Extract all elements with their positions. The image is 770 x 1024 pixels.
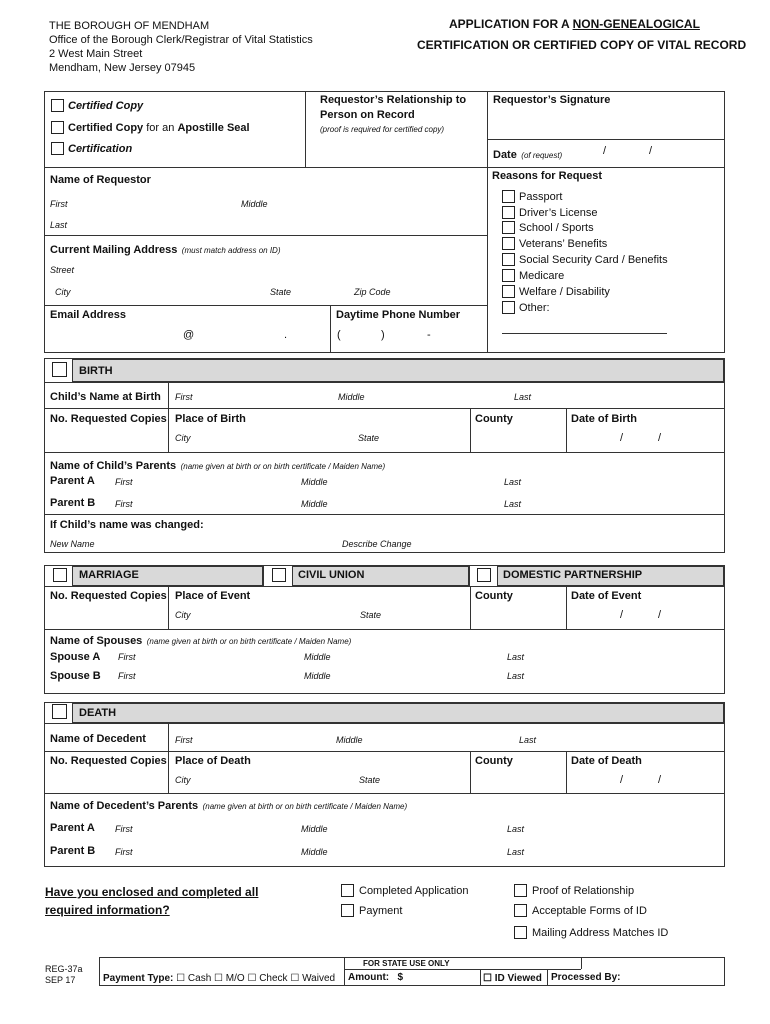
form-title-line2: CERTIFICATION OR CERTIFIED COPY OF VITAL RECORD (417, 38, 747, 52)
place-of-event-label: Place of Event (175, 590, 251, 602)
death-band (72, 703, 724, 723)
relationship-label-2: Person on Record (320, 109, 415, 121)
event-state-hint: State (360, 610, 382, 620)
phone-dash: - (427, 329, 431, 341)
reason-checkbox[interactable] (502, 190, 515, 203)
death-state-hint: State (359, 775, 381, 785)
checklist-question: Have you enclosed and completed all (45, 885, 259, 899)
birth-county-label: County (475, 413, 513, 425)
parent-a-label: Parent A (50, 475, 95, 487)
death-parent-a-first: First (115, 824, 133, 834)
processed-by-label: Processed By: (551, 972, 621, 983)
forms-of-id-checkbox[interactable] (514, 904, 527, 917)
certification-label: Certification (68, 143, 133, 155)
title-prefix: APPLICATION FOR A (449, 17, 573, 31)
decedent-first: First (175, 735, 193, 745)
last-hint: Last (50, 220, 68, 230)
mailing-matches-id-checkbox[interactable] (514, 926, 527, 939)
parent-b-last: Last (504, 499, 522, 509)
domestic-partnership-checkbox[interactable] (477, 568, 491, 582)
spouse-b-label: Spouse B (50, 670, 101, 682)
death-parent-a-last: Last (507, 824, 525, 834)
spouse-b-middle: Middle (304, 671, 331, 681)
death-parent-b-label: Parent B (50, 845, 96, 857)
death-county-label: County (475, 755, 513, 767)
spouse-a-middle: Middle (304, 652, 331, 662)
civil-union-label: CIVIL UNION (298, 569, 365, 581)
email-label: Email Address (50, 309, 127, 321)
state-hint: State (270, 287, 292, 297)
marriage-label: MARRIAGE (79, 569, 139, 581)
date-slash-2: / (649, 145, 653, 157)
street-hint: Street (50, 265, 75, 275)
decedent-last: Last (519, 735, 537, 745)
reason-checkbox[interactable] (502, 237, 515, 250)
checklist-question-2: required information? (45, 903, 170, 917)
reason-label: Welfare / Disability (519, 286, 610, 298)
birth-copies-label: No. Requested Copies (50, 413, 167, 425)
reason-checkbox[interactable] (502, 301, 515, 314)
middle-hint: Middle (241, 199, 268, 209)
death-parent-b-first: First (115, 847, 133, 857)
name-changed-label: If Child’s name was changed: (50, 519, 204, 531)
proof-of-relationship-label: Proof of Relationship (532, 885, 635, 897)
death-slash-2: / (658, 774, 662, 786)
death-copies-label: No. Requested Copies (50, 755, 167, 767)
request-date: Date (of request) (493, 149, 563, 161)
child-name-label: Child’s Name at Birth (50, 391, 161, 403)
borough-name: THE BOROUGH OF MENDHAM (49, 20, 210, 32)
phone-open: ( (337, 329, 341, 341)
child-first-hint: First (175, 392, 193, 402)
reason-label: Other: (519, 302, 550, 314)
title-emphasis: NON-GENEALOGICAL (572, 17, 700, 31)
id-viewed-label: ☐ ID Viewed (483, 973, 542, 984)
death-parent-a-middle: Middle (301, 824, 328, 834)
death-slash-1: / (620, 774, 624, 786)
event-slash-1: / (620, 609, 624, 621)
place-of-death-label: Place of Death (175, 755, 251, 767)
child-last-hint: Last (514, 392, 532, 402)
spouse-b-last: Last (507, 671, 525, 681)
spouse-b-first: First (118, 671, 136, 681)
payment-checkbox[interactable] (341, 904, 354, 917)
marriage-checkbox[interactable] (53, 568, 67, 582)
forms-of-id-label: Acceptable Forms of ID (532, 905, 647, 917)
spouses-label: Name of Spouses (name given at birth or on birth certificate / Maiden Name) (50, 635, 352, 647)
marriage-copies-label: No. Requested Copies (50, 590, 167, 602)
certified-copy-checkbox[interactable] (51, 99, 64, 112)
place-of-birth-label: Place of Birth (175, 413, 246, 425)
birth-city-hint: City (175, 433, 191, 443)
death-parent-a-label: Parent A (50, 822, 95, 834)
city-hint: City (55, 287, 71, 297)
relationship-label: Requestor’s Relationship to (320, 94, 467, 106)
state-use-label: FOR STATE USE ONLY (363, 959, 450, 968)
phone-label: Daytime Phone Number (336, 309, 461, 321)
decedent-parents-label: Name of Decedent’s Parents (name given at birth or on birth certificate / Maiden Name) (50, 800, 408, 812)
reason-checkbox[interactable] (502, 269, 515, 282)
death-city-hint: City (175, 775, 191, 785)
civil-union-checkbox[interactable] (272, 568, 286, 582)
date-of-birth-label: Date of Birth (571, 413, 637, 425)
reason-checkbox[interactable] (502, 285, 515, 298)
requestor-name-label: Name of Requestor (50, 174, 151, 186)
death-parent-b-middle: Middle (301, 847, 328, 857)
new-name-hint: New Name (50, 539, 95, 549)
reason-label: Social Security Card / Benefits (519, 254, 668, 266)
birth-checkbox[interactable] (52, 362, 67, 377)
completed-application-checkbox[interactable] (341, 884, 354, 897)
parent-a-last: Last (504, 477, 522, 487)
reasons-label: Reasons for Request (492, 170, 603, 182)
reason-checkbox[interactable] (502, 221, 515, 234)
other-line (502, 333, 667, 334)
zip-hint: Zip Code (354, 287, 391, 297)
completed-application-label: Completed Application (359, 885, 469, 897)
reason-label: Medicare (519, 270, 565, 282)
spouse-a-last: Last (507, 652, 525, 662)
death-checkbox[interactable] (52, 704, 67, 719)
reason-label: Veterans’ Benefits (519, 238, 608, 250)
date-slash-1: / (603, 145, 607, 157)
street-address: 2 West Main Street (49, 48, 143, 60)
decedent-middle: Middle (336, 735, 363, 745)
phone-close: ) (381, 329, 385, 341)
decedent-label: Name of Decedent (50, 733, 146, 745)
parents-label: Name of Child’s Parents (name given at birth or on birth certificate / Maiden Name) (50, 460, 386, 472)
event-county-label: County (475, 590, 513, 602)
reason-label: School / Sports (519, 222, 594, 234)
parent-b-label: Parent B (50, 497, 96, 509)
certification-checkbox[interactable] (51, 142, 64, 155)
parent-a-first: First (115, 477, 133, 487)
mailing-address-label: Current Mailing Address (must match address on ID) (50, 244, 281, 256)
email-at: @ (183, 329, 195, 341)
birth-band (72, 359, 724, 382)
relationship-note: (proof is required for certified copy) (320, 125, 445, 134)
death-parent-b-last: Last (507, 847, 525, 857)
event-city-hint: City (175, 610, 191, 620)
certified-copy-label: Certified Copy (68, 100, 144, 112)
reason-checkbox[interactable] (502, 206, 515, 219)
parent-a-middle: Middle (301, 477, 328, 487)
date-of-event-label: Date of Event (571, 590, 642, 602)
city-address: Mendham, New Jersey 07945 (49, 62, 196, 74)
payment-label: Payment (359, 905, 403, 917)
birth-slash-1: / (620, 432, 624, 444)
amount-label: Amount: $ (348, 972, 404, 983)
birth-band-label: BIRTH (79, 365, 113, 377)
office-name: Office of the Borough Clerk/Registrar of Vital Statistics (49, 34, 313, 46)
payment-type: Payment Type: ☐ Cash ☐ M/O ☐ Check ☐ Waived (103, 973, 336, 984)
death-band-label: DEATH (79, 707, 117, 719)
spouse-a-label: Spouse A (50, 651, 101, 663)
form-date: SEP 17 (45, 975, 76, 985)
child-middle-hint: Middle (338, 392, 365, 402)
event-slash-2: / (658, 609, 662, 621)
signature-label: Requestor’s Signature (493, 94, 611, 106)
proof-of-relationship-checkbox[interactable] (514, 884, 527, 897)
parent-b-first: First (115, 499, 133, 509)
describe-change-hint: Describe Change (342, 539, 412, 549)
domestic-partnership-label: DOMESTIC PARTNERSHIP (503, 569, 643, 581)
date-of-death-label: Date of Death (571, 755, 642, 767)
reason-checkbox[interactable] (502, 253, 515, 266)
apostille-label: Certified Copy for an Apostille Seal (68, 122, 250, 134)
spouse-a-first: First (118, 652, 136, 662)
reason-label: Driver’s License (519, 207, 598, 219)
first-hint: First (50, 199, 68, 209)
form-title (449, 17, 700, 31)
birth-state-hint: State (358, 433, 380, 443)
apostille-checkbox[interactable] (51, 121, 64, 134)
form-number: REG-37a (45, 964, 83, 974)
birth-slash-2: / (658, 432, 662, 444)
reason-label: Passport (519, 191, 563, 203)
email-dot: . (284, 329, 288, 341)
parent-b-middle: Middle (301, 499, 328, 509)
mailing-matches-id-label: Mailing Address Matches ID (532, 927, 669, 939)
